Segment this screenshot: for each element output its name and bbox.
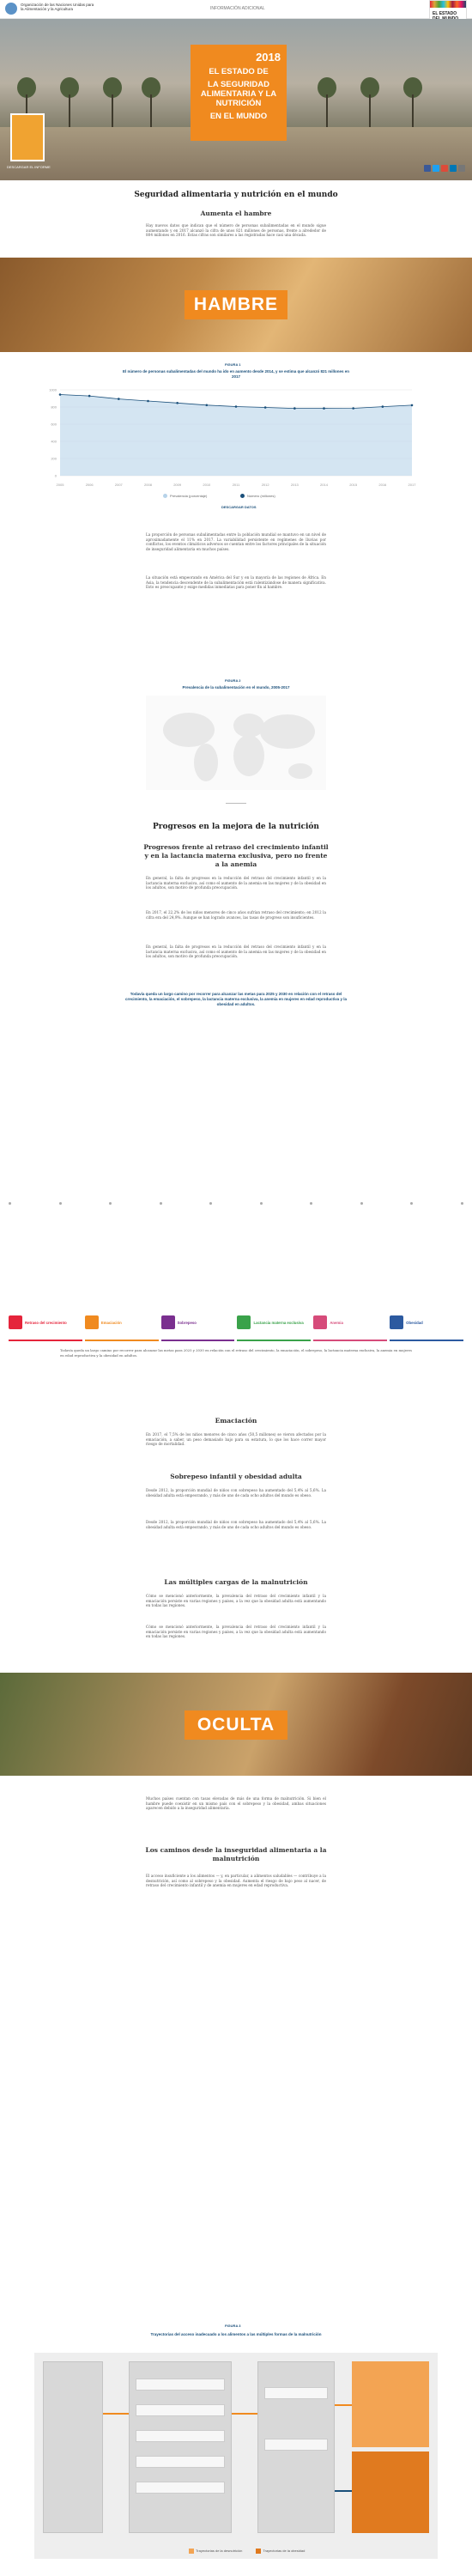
data-point	[352, 407, 354, 410]
pathway-arrow	[335, 2490, 352, 2492]
data-point	[235, 405, 238, 408]
indicator-label: Lactancia materna exclusiva	[253, 1320, 304, 1325]
indicator-item[interactable]	[390, 1307, 463, 1341]
x-tick-label: 2012	[261, 483, 269, 487]
nav-link[interactable]: INFORMACIÓN ADICIONAL	[210, 6, 265, 11]
subtitle-hunger: Aumenta el hambre	[200, 210, 272, 217]
paragraph: En general, la falta de progresos en la reducción del retraso del crecimiento infantil y en la lactancia materna exclusiva, así como el aumento de la anemia en las mujeres y de la obesidad en los adultos, son motivo de profunda preocupación.	[146, 876, 326, 890]
paragraph: La situación está empeorando en América del Sur y en la mayoría de las regiones de África. En Asia, la tendencia descendente de la subalimentación está ralentizándose de manera significativa. Esto es preocupante y exige medidas inmediatas para poner fin al hambre.	[146, 575, 326, 590]
x-tick-label: 2008	[144, 483, 152, 487]
pathway-arrow	[103, 2413, 129, 2415]
x-tick-label: 2010	[203, 483, 211, 487]
infographic-tile	[136, 2404, 225, 2416]
y-tick-label: 0	[54, 473, 57, 478]
x-tick-label: 2011	[232, 483, 240, 487]
y-tick-label: 600	[51, 422, 57, 427]
sobrepeso-paragraph: Desde 2012, la proporción mundial de niños con sobrepeso ha aumentado del 5,4% al 5,6%. La obesidad adulta está empeorando, y más de uno de cada ocho adultos del mundo es obeso.	[146, 1488, 326, 1498]
infographic-column	[43, 2361, 103, 2533]
y-tick-label: 200	[51, 456, 57, 461]
intro-paragraph: Hay nuevos datos que indican que el número de personas subalimentadas en el mundo sigue aumentando y en 2017 alcanzó la cifra de unos 821 millones de personas, frente a alrededor de 804 millones en 2016. Estas cifras son similares a las registradas hace casi una década.	[146, 223, 326, 238]
nutrition-indicators	[9, 1307, 463, 1341]
legend-obesity	[256, 2549, 305, 2554]
tree-illustration	[403, 77, 422, 129]
x-tick-label: 2016	[378, 483, 387, 487]
indicator-item[interactable]	[237, 1307, 311, 1341]
pathway-arrow	[232, 2413, 257, 2415]
indicator-label: Anemia	[330, 1320, 343, 1325]
x-tick-label: 2009	[173, 483, 182, 487]
indicator-item[interactable]	[9, 1307, 82, 1341]
figure-title: Prevalencia de la subalimentación en el mundo, 2005-2017	[182, 685, 290, 690]
legend-undernutrition	[189, 2549, 242, 2554]
data-point	[411, 404, 414, 407]
hero-title-line3: EN EL MUNDO	[209, 112, 268, 121]
data-point	[264, 406, 267, 409]
legend-prevalence-label: Prevalencia (porcentaje)	[170, 494, 208, 498]
sdg-stripe	[430, 1, 466, 8]
facebook-icon[interactable]	[424, 165, 431, 172]
paragraph: La proporción de personas subalimentadas entre la población mundial se mantuvo en un nivel de aproximadamente el 11% en 2017. La variabilidad persistente en regímenes de lluvias por conflictos, los eventos climáticos adversos se cuentan entre los factores principales de la situación de inseguridad alimentaria en muchos países.	[146, 532, 326, 551]
infographic-tile	[264, 2439, 328, 2451]
legend-prevalence	[163, 494, 207, 498]
data-point	[293, 407, 296, 410]
tree-illustration	[142, 77, 160, 129]
figure-title: Trayectorias del acceso inadecuado a los alimentos a las múltiples formas de la malnutrición	[150, 2332, 322, 2336]
data-point	[147, 400, 149, 403]
fao-logo[interactable]	[5, 3, 17, 15]
nutrition-lead: Progresos frente al retraso del crecimiento infantil y en la lactancia materna exclusiva, pero no frente a la anemia	[143, 843, 329, 868]
undernourishment-chart	[34, 385, 438, 489]
infographic-tile	[136, 2456, 225, 2468]
indicator-icon	[161, 1315, 175, 1329]
indicator-icon	[390, 1315, 403, 1329]
dot-row	[9, 1202, 463, 1205]
hero-title-line2: LA SEGURIDAD ALIMENTARIA Y LA NUTRICIÓN	[200, 80, 277, 108]
legend-obesity-label: Trayectorias de la obesidad	[263, 2549, 306, 2554]
indicator-item[interactable]	[161, 1307, 235, 1341]
y-tick-label: 1000	[49, 387, 57, 392]
report-cover[interactable]	[10, 113, 45, 161]
x-tick-label: 2017	[408, 483, 416, 487]
paragraph: Cómo se mencionó anteriormente, la prevalencia del retraso del crecimiento infantil y la emaciación persiste en varias regiones y países, a la vez que la obesidad adulta está aumentando en todas las regiones.	[146, 1625, 326, 1639]
data-point	[323, 407, 325, 410]
subtitle-emaciacion: Emaciación	[215, 1417, 257, 1425]
subtitle-sobrepeso: Sobrepeso infantil y obesidad adulta	[170, 1473, 302, 1480]
subtitle-cargas: Las múltiples cargas de la malnutrición	[164, 1578, 308, 1586]
infographic-tile	[136, 2379, 225, 2391]
x-tick-label: 2006	[85, 483, 94, 487]
indicator-item[interactable]	[85, 1307, 159, 1341]
pathways-infographic	[34, 2353, 438, 2559]
data-point	[382, 405, 384, 408]
indicator-item[interactable]	[313, 1307, 387, 1341]
indicator-icon	[313, 1315, 327, 1329]
indicator-label: Retraso del crecimiento	[25, 1320, 67, 1325]
data-point	[206, 404, 209, 407]
section-title-food-security: Seguridad alimentaria y nutrición en el mundo	[134, 191, 338, 199]
legend-number-label: Número (millones)	[247, 494, 275, 498]
figure-tag: FIGURA 1	[225, 362, 241, 367]
x-tick-label: 2005	[56, 483, 64, 487]
indicator-label: Emaciación	[100, 1320, 122, 1325]
paragraph: En 2017, el 22,2% de los niños menores de cinco años sufrían retraso del crecimiento; en 2012 la cifra era del 24,9%. Aunque se han logrado avances, las tasas de progreso son insuficientes.	[146, 910, 326, 920]
data-point	[118, 398, 120, 400]
banner-word-oculta: OCULTA	[185, 1710, 287, 1740]
twitter-icon[interactable]	[433, 165, 439, 172]
paragraph: En general, la falta de progresos en la reducción del retraso del crecimiento infantil y en la lactancia materna exclusiva, así como el aumento de la anemia en las mujeres y de la obesidad en los adultos, son motivo de profunda preocupación.	[146, 945, 326, 959]
highlight-text: Todavía queda un largo camino por recorrer para alcanzar las metas para 2025 y 2030 en relación con el retraso del crecimiento, la emaciación, el sobrepeso, la lactancia materna exclusiva, la anemia en mujeres en edad reproductiva y la obesidad en adultos.	[124, 992, 348, 1006]
x-tick-label: 2015	[349, 483, 358, 487]
hidden-hunger-banner	[0, 1673, 472, 1776]
googleplus-icon[interactable]	[441, 165, 448, 172]
badge-title: EL ESTADO	[433, 11, 457, 16]
x-tick-label: 2013	[290, 483, 299, 487]
pathway-arrow	[335, 2404, 352, 2406]
data-point	[88, 395, 91, 398]
legend-undernutrition-label: Trayectorias de la desnutrición	[196, 2549, 243, 2554]
figure-tag: FIGURA 2	[225, 678, 241, 683]
email-icon[interactable]	[458, 165, 465, 172]
x-tick-label: 2014	[320, 483, 328, 487]
indicator-label: Obesidad	[406, 1320, 423, 1325]
divider	[226, 803, 246, 804]
tree-illustration	[103, 77, 122, 129]
download-data-link[interactable]: DESCARGAR DATOS	[221, 505, 257, 509]
tree-illustration	[360, 77, 379, 129]
org-name: Organización de las Naciones Unidas para la Alimentación y la Agricultura	[21, 3, 94, 11]
infographic-legend	[189, 2549, 305, 2554]
cargas-paragraph: Cómo se mencionó anteriormente, la prevalencia del retraso del crecimiento infantil y la emaciación persiste en varias regiones y países, a la vez que la obesidad adulta está aumentando en todas las regiones.	[146, 1594, 326, 1608]
infographic-outcome-box	[352, 2361, 429, 2447]
top-bar	[0, 0, 472, 19]
infographic-outcome-box	[352, 2451, 429, 2533]
subtitle-caminos: Los caminos desde la inseguridad alimentaria a la malnutrición	[145, 1846, 327, 1862]
download-report-link[interactable]: DESCARGAR EL INFORME	[7, 165, 51, 169]
tree-illustration	[60, 77, 79, 129]
y-tick-label: 400	[51, 439, 57, 444]
infographic-tile	[136, 2430, 225, 2442]
chart-title: El número de personas subalimentadas del mundo ha ido en aumento desde 2014, y se estima que alcanzó 821 millones en 2017	[122, 369, 350, 379]
indicator-icon	[237, 1315, 251, 1329]
banner-word-hambre: HAMBRE	[185, 290, 287, 319]
paragraph: Muchos países cuentan con tasas elevadas de más de una forma de malnutrición. Si bien el hambre puede coexistir en un mismo país con el sobrepeso y la obesidad, ambas situaciones aparecen debido a la inseguridad alimentaria.	[146, 1796, 326, 1811]
infographic-tile	[264, 2387, 328, 2399]
paragraph: Desde 2012, la proporción mundial de niños con sobrepeso ha aumentado del 5,4% al 5,6%. La obesidad adulta está empeorando, y más de uno de cada ocho adultos del mundo es obeso.	[146, 1520, 326, 1529]
hero-banner	[0, 19, 472, 180]
tree-illustration	[318, 77, 336, 129]
figure-tag: FIGURA 3	[225, 2324, 241, 2328]
indicator-notes: Todavía queda un largo camino por recorrer para alcanzar las metas para 2025 y 2030 en relación con el retraso del crecimiento, la emaciación, el sobrepeso, la lactancia materna exclusiva, la anemia en mujeres en edad reproductiva y la obesidad en adultos.	[60, 1348, 412, 1358]
share-buttons	[424, 165, 465, 172]
x-tick-label: 2007	[114, 483, 123, 487]
emaciacion-paragraph: En 2017, el 7,5% de los niños menores de cinco años (50,5 millones) se vieron afectados por la emaciación, a saber, un peso demasiado bajo para su estatura, lo que los hace correr mayor riesgo de mortalidad.	[146, 1432, 326, 1447]
world-map	[146, 696, 326, 790]
section-title-nutrition: Progresos en la mejora de la nutrición	[153, 823, 319, 831]
caminos-paragraph: El acceso insuficiente a los alimentos — y, en particular, a alimentos saludables — contribuye a la desnutrición, así como al sobrepeso y la obesidad. Aumenta el riesgo de bajo peso al nacer, de retraso del crecimiento infantil y de anemia en mujeres en edad reproductiva.	[146, 1874, 326, 1888]
indicator-label: Sobrepeso	[177, 1320, 197, 1325]
data-point	[59, 393, 62, 396]
linkedin-icon[interactable]	[450, 165, 457, 172]
legend-number	[240, 494, 275, 498]
data-point	[176, 402, 179, 404]
hunger-banner	[0, 258, 472, 352]
hero-title-line1: EL ESTADO DE	[209, 67, 269, 76]
hero-title-box	[191, 45, 287, 141]
indicator-icon	[9, 1315, 22, 1329]
indicator-icon	[85, 1315, 99, 1329]
infographic-tile	[136, 2482, 225, 2494]
hero-year: 2018	[256, 51, 281, 64]
y-tick-label: 800	[51, 404, 57, 410]
